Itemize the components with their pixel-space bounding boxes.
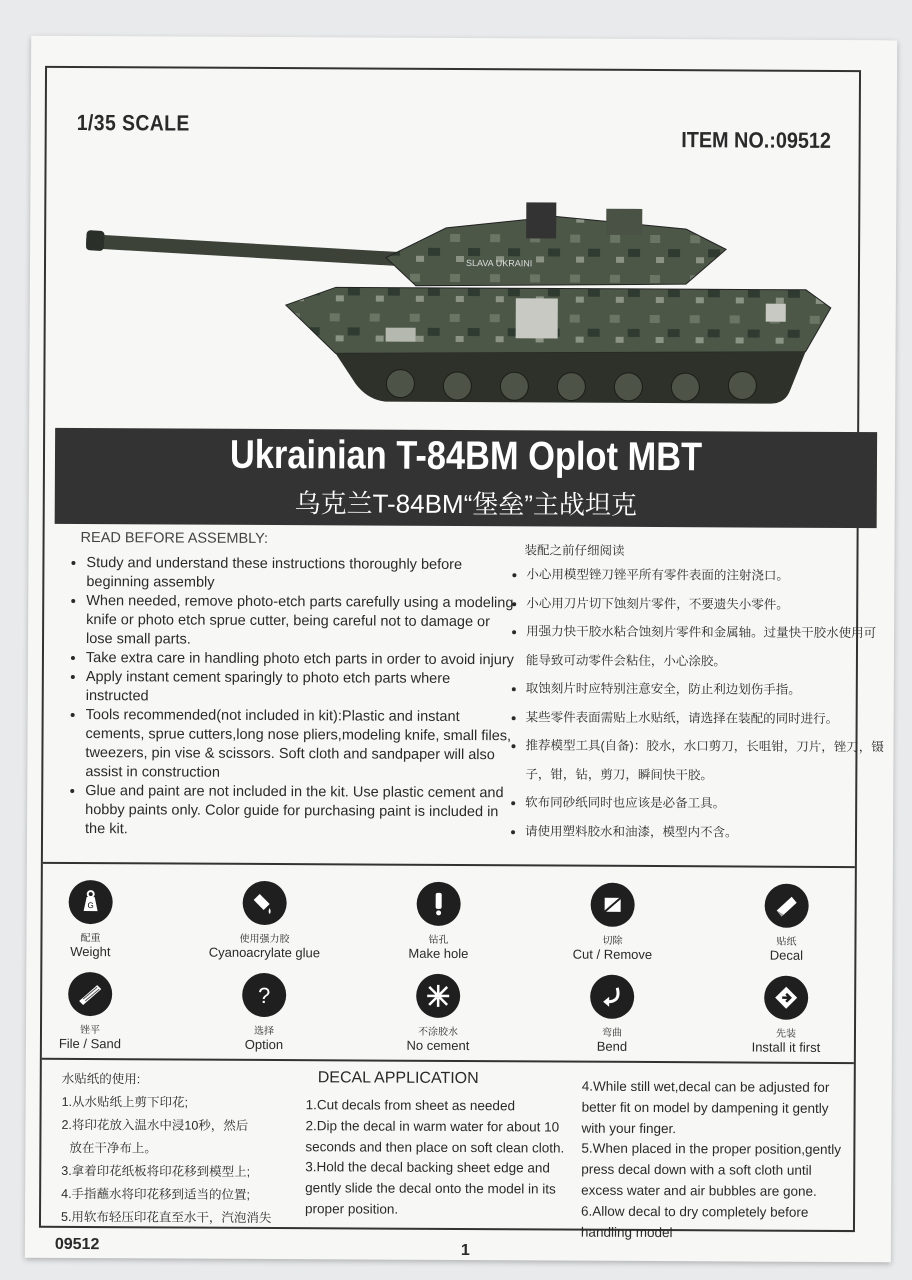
instruction-sheet — [25, 36, 897, 1263]
page-frame — [39, 66, 884, 1260]
svg-text:G: G — [87, 901, 94, 911]
list-item: • Apply instant cement sparingly to photo etch parts where instructed — [86, 668, 516, 708]
list-item: • 推荐模型工具(自备)：胶水，水口剪刀，长咀钳，刀片，锉刀，镊子，钳，钻，剪刀，瞬间快干胶。 — [525, 731, 885, 790]
list-item: • Take extra care in handling photo etch parts in order to avoid injury — [86, 649, 516, 670]
title-banner — [55, 428, 877, 528]
scale-label: 1/35 SCALE — [76, 109, 190, 136]
glue-icon — [250, 888, 280, 918]
install-first-icon — [771, 983, 801, 1013]
list-item: • 软布同砂纸同时也应该是必备工具。 — [525, 788, 885, 818]
decal-application-heading: DECAL APPLICATION — [317, 1069, 479, 1088]
list-item: • 小心用模型锉刀锉平所有零件表面的注射浇口。 — [526, 560, 886, 590]
page-number: 1 — [460, 1242, 470, 1260]
drill-icon — [424, 889, 454, 919]
decal-steps-right: 4.While still wet,decal can be adjusted for better fit on model by dampening it gently with your finger. 5.When placed in the proper position,gently press decal down with a soft cloth until excess water and air bubbles are gone. 6.Allow decal to dry completely before handling model — [580, 1078, 842, 1240]
svg-text:?: ? — [257, 982, 271, 1009]
english-instructions — [65, 554, 516, 841]
tank-illustration — [85, 186, 846, 420]
bend-icon — [597, 982, 627, 1012]
title-english: Ukrainian T-84BM Oplot MBT — [229, 432, 703, 480]
decal-steps-left: 1.Cut decals from sheet as needed 2.Dip the decal in warm water for about 10 seconds and then place on soft clean cloth. 3.Hold the decal backing sheet edge and gently slide the decal onto the model in its proper position. — [305, 1097, 565, 1217]
list-item: • 请使用塑料胶水和油漆，模型内不含。 — [525, 817, 885, 847]
divider — [42, 1058, 854, 1064]
legend-drill: 钻孔 Make hole — [368, 882, 508, 962]
list-item: • Study and understand these instructions thoroughly before beginning assembly — [86, 554, 516, 594]
list-item: • When needed, remove photo-etch parts carefully using a modeling knife or photo etch sprue cutter, being careful not to damage or lose small parts. — [86, 592, 516, 651]
option-icon — [249, 980, 279, 1010]
list-item: • 用强力快干胶水粘合蚀刻片零件和金属轴。过量快干胶水使用可能导致可动零件会粘住，小心涂胶。 — [526, 617, 886, 676]
chinese-instructions — [507, 560, 886, 847]
cut-icon — [598, 890, 628, 920]
footer-item-code: 09512 — [54, 1235, 100, 1254]
legend-cut: 切除 Cut / Remove — [542, 882, 682, 962]
list-item: • Tools recommended(not included in kit):Plastic and instant cements, sprue cutters,long nose pliers,modeling knife, small files, tweezers, pin vise & scissors. Soft cloth and sandpaper will also assist in construction — [85, 706, 515, 784]
read-before-heading: READ BEFORE ASSEMBLY: — [80, 530, 269, 547]
list-item: • 取蚀刻片时应特别注意安全，防止利边划伤手指。 — [526, 674, 886, 704]
list-item: • Glue and paint are not included in the kit. Use plastic cement and hobby paints only. Color guide for purchasing paint is included in the kit. — [85, 782, 515, 841]
item-number: ITEM NO.:09512 — [680, 127, 831, 153]
decal-chinese-steps: 水贴纸的使用: 1.从水贴纸上剪下印花; 2.将印花放入温水中浸10秒，然后 放在干净布上。 3.拿着印花纸板将印花移到模型上; 4.手指蘸水将印花移到适当的位置; 5.用软布轻压印花直至水干，汽泡消失 — [60, 1071, 272, 1226]
legend-bend: 弯曲 Bend — [542, 974, 682, 1054]
decal-icon — [772, 891, 802, 921]
list-item: • 小心用刀片切下蚀刻片零件，不要遗失小零件。 — [526, 589, 886, 619]
chinese-read-heading: 装配之前仔细阅读 — [524, 543, 625, 558]
no-cement-icon — [423, 981, 453, 1011]
divider — [43, 862, 855, 868]
tank-marking-text: SLAVA UKRAINI — [465, 258, 533, 269]
weight-icon — [76, 887, 106, 917]
legend-file: 锉平 File / Sand — [20, 972, 160, 1052]
legend-install-first: 先装 Install it first — [716, 975, 856, 1055]
legend-option: ? 选择 Option — [194, 973, 334, 1053]
file-icon — [75, 979, 105, 1009]
legend-no-cement: 不涂胶水 No cement — [368, 974, 508, 1054]
list-item: • 某些零件表面需贴上水贴纸，请选择在装配的同时进行。 — [526, 703, 886, 733]
legend-decal: 贴纸 Decal — [716, 883, 856, 963]
legend-weight: G 配重 Weight — [20, 880, 160, 960]
legend-glue: 使用强力胶 Cyanoacrylate glue — [194, 881, 334, 961]
title-chinese: 乌克兰T-84BM“堡垒”主战坦克 — [294, 488, 638, 520]
